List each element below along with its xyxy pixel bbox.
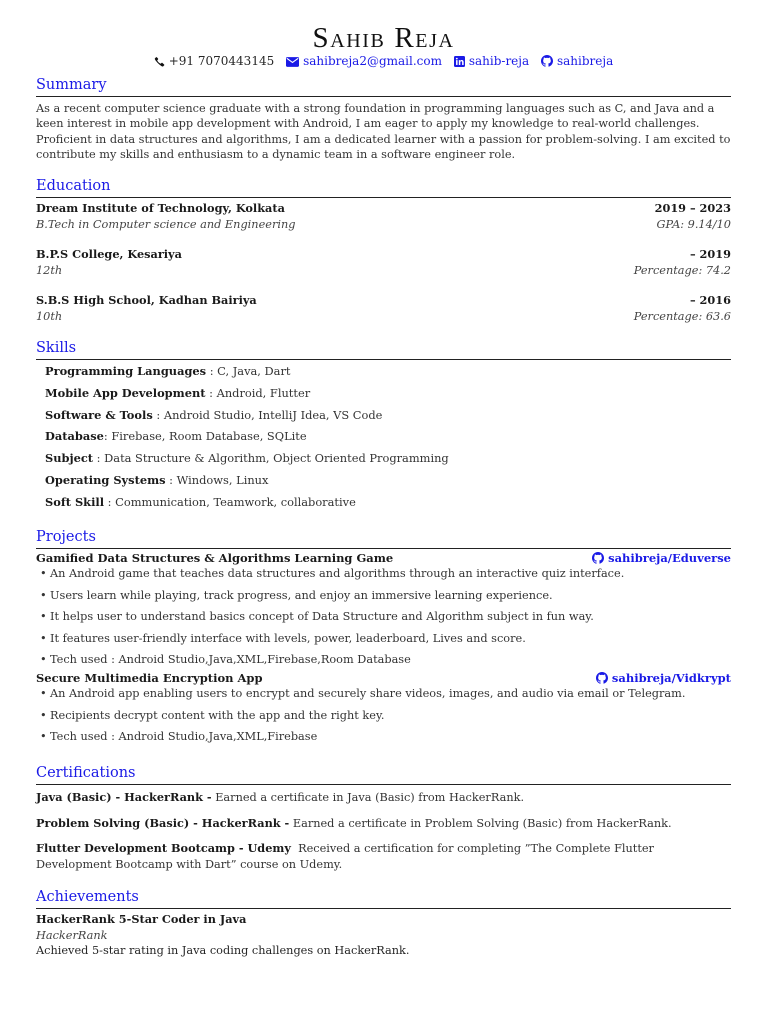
degree: 12th <box>36 263 63 277</box>
degree: B.Tech in Computer science and Engineering <box>36 217 296 231</box>
school-name: S.B.S High School, Kadhan Bairiya <box>36 293 257 307</box>
skill-label: Mobile App Development <box>45 385 206 400</box>
skill-row <box>36 405 731 427</box>
certification-item <box>36 816 731 832</box>
skill-value: Data Structure & Algorithm, Object Oriented Programming <box>104 451 449 466</box>
education-score: Percentage: 74.2 <box>633 263 731 277</box>
skill-row <box>36 361 731 383</box>
degree: 10th <box>36 309 63 323</box>
project-title: Gamified Data Structures & Algorithms Learning Game <box>36 551 394 565</box>
skill-label: Programming Languages <box>45 364 207 378</box>
skills-heading: Skills <box>36 339 731 360</box>
project-bullet: • Tech used : Android Studio,Java,XML,Firebase,Room Database <box>36 649 731 671</box>
certification-name: Problem Solving (Basic) - HackerRank - <box>36 815 290 830</box>
skill-separator: : <box>93 451 105 466</box>
skill-value: Windows, Linux <box>176 472 269 487</box>
project-entry <box>36 670 731 748</box>
skill-row <box>36 492 731 514</box>
certifications-heading: Certifications <box>36 764 731 785</box>
skill-label: Database <box>45 429 104 444</box>
certification-item <box>36 790 731 806</box>
achievement-item <box>36 912 731 959</box>
school-name: B.P.S College, Kesariya <box>36 247 182 261</box>
education-score: Percentage: 63.6 <box>633 309 731 323</box>
certification-item <box>36 841 731 872</box>
phone-contact[interactable] <box>154 54 278 68</box>
project-bullet: • It features user-friendly interface with levels, power, leaderboard, Lives and score. <box>36 628 731 650</box>
contact-bar <box>36 54 731 68</box>
project-title: Secure Multimedia Encryption App <box>36 670 263 685</box>
certifications-section <box>36 764 731 882</box>
skill-label: Subject <box>45 451 94 466</box>
github-link[interactable] <box>541 54 613 68</box>
achievements-section <box>36 888 731 959</box>
skill-label: Software & Tools <box>45 407 153 422</box>
achievement-name: HackerRank 5-Star Coder in Java <box>36 912 247 926</box>
candidate-name: Sahib Reja <box>312 22 455 54</box>
skill-separator: : <box>206 364 218 378</box>
education-entry <box>36 293 731 324</box>
project-bullet: • An Android game that teaches data structures and algorithms through an interactive quiz interface. <box>36 563 731 585</box>
skill-separator: : <box>152 407 164 422</box>
education-section <box>36 177 731 339</box>
summary-text: As a recent computer science graduate with a strong foundation in programming languages such as C, and Java and a keen interest in mobile app development with Android, I am eager to apply my knowledge to real-world challenges. Proficient in data structures and algorithms, I am a dedicated learner with a passion for problem-solving. I am excited to contribute my skills and enthusiasm to a dynamic team in a software engineer role. <box>36 102 731 162</box>
github-icon <box>541 55 553 67</box>
education-entry <box>36 247 731 278</box>
education-entry <box>36 201 731 232</box>
education-heading: Education <box>36 177 731 198</box>
skill-row <box>36 448 731 470</box>
education-score: GPA: 9.14/10 <box>656 217 731 231</box>
skill-label: Soft Skill <box>45 494 105 509</box>
linkedin-link[interactable] <box>454 54 533 68</box>
phone-number: +91 7070443145 <box>168 54 275 68</box>
project-bullet: • It helps user to understand basics concept of Data Structure and Algorithm subject in fun way. <box>36 606 731 628</box>
project-bullet: • Users learn while playing, track progress, and enjoy an immersive learning experience. <box>36 585 731 607</box>
summary-section <box>36 76 731 163</box>
phone-icon <box>154 56 165 67</box>
linkedin-handle: sahib-reja <box>468 54 530 68</box>
skill-label: Operating Systems <box>45 472 166 487</box>
repo-name: sahibreja/Eduverse <box>608 551 731 565</box>
skill-value: C, Java, Dart <box>217 364 291 378</box>
project-bullet: • An Android app enabling users to encrypt and securely share videos, images, and audio via email or Telegram. <box>36 683 731 705</box>
education-dates: 2019 – 2023 <box>654 201 731 215</box>
achievement-desc: Achieved 5-star rating in Java coding challenges on HackerRank. <box>36 944 410 957</box>
email-link[interactable] <box>286 54 446 68</box>
certification-desc: Earned a certificate in Java (Basic) from HackerRank. <box>215 791 525 804</box>
skill-value: Firebase, Room Database, SQLite <box>111 429 307 444</box>
projects-section <box>36 528 731 748</box>
skills-section <box>36 339 731 514</box>
achievement-org: HackerRank <box>36 928 108 942</box>
education-dates: – 2016 <box>689 293 731 307</box>
certification-desc: Earned a certificate in Problem Solving (Basic) from HackerRank. <box>292 816 672 830</box>
skill-row <box>36 470 731 492</box>
certification-name: Flutter Development Bootcamp - Udemy <box>36 841 291 855</box>
linkedin-icon <box>454 56 465 67</box>
skill-value: Android Studio, IntelliJ Idea, VS Code <box>163 407 383 422</box>
certification-name: Java (Basic) - HackerRank - <box>36 790 212 804</box>
achievements-heading: Achievements <box>36 888 731 909</box>
school-name: Dream Institute of Technology, Kolkata <box>36 201 285 215</box>
education-dates: – 2019 <box>689 247 731 261</box>
skill-separator: : <box>104 494 116 509</box>
project-bullet: • Tech used : Android Studio,Java,XML,Firebase <box>36 726 731 748</box>
project-entry <box>36 550 731 671</box>
skill-row <box>36 383 731 405</box>
envelope-icon <box>286 57 299 67</box>
project-bullet: • Recipients decrypt content with the app and the right key. <box>36 705 731 727</box>
skill-row <box>36 426 731 448</box>
skill-value: Communication, Teamwork, collaborative <box>115 494 356 509</box>
skill-separator: : <box>205 385 217 400</box>
skill-value: Android, Flutter <box>216 385 311 400</box>
skill-separator: : <box>165 472 177 487</box>
github-handle: sahibreja <box>556 54 614 68</box>
projects-heading: Projects <box>36 528 731 549</box>
certification-desc: Received a certification for completing ”The Complete Flutter Development Bootcamp with Dart” course on Udemy. <box>36 842 654 871</box>
repo-name: sahibreja/Vidkrypt <box>611 670 731 685</box>
email-address: sahibreja2@gmail.com <box>303 54 442 68</box>
summary-heading: Summary <box>36 76 731 97</box>
skill-separator: : <box>103 429 112 444</box>
